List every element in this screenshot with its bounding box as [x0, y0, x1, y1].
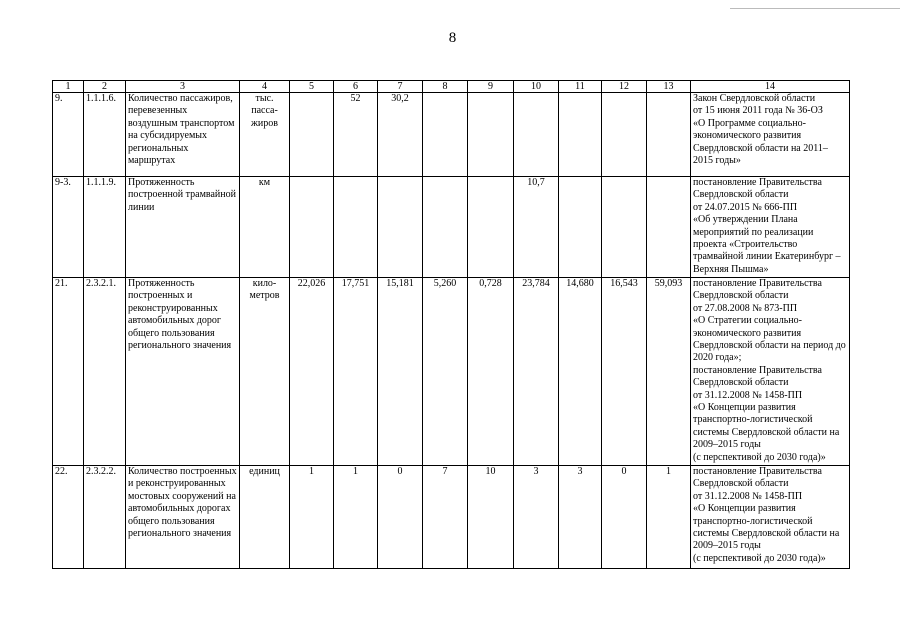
value-cell: 3 [514, 466, 559, 569]
value-cell: 14,680 [559, 278, 602, 466]
value-cell [290, 177, 334, 278]
value-cell [647, 177, 691, 278]
page-number: 8 [448, 30, 457, 46]
indicator-code: 1.1.1.6. [84, 93, 126, 177]
legal-basis: Закон Свердловской области от 15 июня 2011 года № 36-ОЗ «О Программе социально-экономического развития Свердловской области на 2011–2015 годы» [691, 93, 850, 177]
unit-of-measure: единиц [240, 466, 290, 569]
row-number: 22. [53, 466, 84, 569]
unit-of-measure: км [240, 177, 290, 278]
value-cell [468, 93, 514, 177]
unit-of-measure: кило-метров [240, 278, 290, 466]
indicator-name: Количество пассажиров, перевезенных воздушным транспортом на субсидируемых региональных маршрутах [126, 93, 240, 177]
top-edge-line [730, 8, 900, 9]
value-cell: 1 [334, 466, 378, 569]
column-number: 7 [378, 81, 423, 93]
value-cell: 3 [559, 466, 602, 569]
column-number: 13 [647, 81, 691, 93]
value-cell [378, 177, 423, 278]
table-row [53, 466, 850, 569]
value-cell: 17,751 [334, 278, 378, 466]
unit-of-measure: тыс. пасса-жиров [240, 93, 290, 177]
table-row [53, 93, 850, 177]
column-number: 10 [514, 81, 559, 93]
row-number: 9-3. [53, 177, 84, 278]
column-number: 5 [290, 81, 334, 93]
indicator-name: Протяженность построенных и реконструированных автомобильных дорог общего пользования регионального значения [126, 278, 240, 466]
column-number: 9 [468, 81, 514, 93]
column-number: 8 [423, 81, 468, 93]
column-number: 11 [559, 81, 602, 93]
value-cell: 10 [468, 466, 514, 569]
table-row [53, 177, 850, 278]
indicator-code: 1.1.1.9. [84, 177, 126, 278]
value-cell: 0 [602, 466, 647, 569]
value-cell [423, 93, 468, 177]
column-number: 14 [691, 81, 850, 93]
value-cell: 23,784 [514, 278, 559, 466]
column-number: 3 [126, 81, 240, 93]
value-cell: 7 [423, 466, 468, 569]
indicator-code: 2.3.2.1. [84, 278, 126, 466]
value-cell: 22,026 [290, 278, 334, 466]
value-cell [468, 177, 514, 278]
indicator-name: Протяженность построенной трамвайной линии [126, 177, 240, 278]
value-cell [602, 93, 647, 177]
value-cell: 1 [647, 466, 691, 569]
column-number: 1 [53, 81, 84, 93]
value-cell [647, 93, 691, 177]
value-cell: 0 [378, 466, 423, 569]
row-number: 21. [53, 278, 84, 466]
value-cell: 1 [290, 466, 334, 569]
value-cell: 52 [334, 93, 378, 177]
indicator-name: Количество построенных и реконструированных мостовых сооружений на автомобильных дорогах общего пользования регионального значения [126, 466, 240, 569]
value-cell: 59,093 [647, 278, 691, 466]
value-cell: 10,7 [514, 177, 559, 278]
legal-basis: постановление Правительства Свердловской области от 31.12.2008 № 1458-ПП «О Концепции развития транспортно-логистической системы Свердловской области на 2009–2015 годы (с перспективой до 2030 года)» [691, 466, 850, 569]
column-number-row [53, 81, 850, 93]
value-cell: 15,181 [378, 278, 423, 466]
table-row [53, 278, 850, 466]
value-cell [559, 177, 602, 278]
column-number: 6 [334, 81, 378, 93]
value-cell: 16,543 [602, 278, 647, 466]
value-cell: 5,260 [423, 278, 468, 466]
indicator-code: 2.3.2.2. [84, 466, 126, 569]
value-cell [514, 93, 559, 177]
value-cell [423, 177, 468, 278]
column-number: 2 [84, 81, 126, 93]
row-number: 9. [53, 93, 84, 177]
value-cell [602, 177, 647, 278]
column-number: 4 [240, 81, 290, 93]
legal-basis: постановление Правительства Свердловской области от 24.07.2015 № 666-ПП «Об утверждении Плана мероприятий по реализации проекта «Строительство трамвайной линии Екатеринбург – Верхняя Пышма» [691, 177, 850, 278]
value-cell [334, 177, 378, 278]
indicators-table [52, 80, 850, 569]
value-cell: 0,728 [468, 278, 514, 466]
value-cell [559, 93, 602, 177]
column-number: 12 [602, 81, 647, 93]
value-cell [290, 93, 334, 177]
value-cell: 30,2 [378, 93, 423, 177]
legal-basis: постановление Правительства Свердловской области от 27.08.2008 № 873-ПП «О Стратегии социально-экономического развития Свердловской области на период до 2020 года»; постановление Правительства Свердловской области от 31.12.2008 № 1458-ПП «О Концепции развития транспортно-логистической системы Свердловской области на 2009–2015 годы (с перспективой до 2030 года)» [691, 278, 850, 466]
